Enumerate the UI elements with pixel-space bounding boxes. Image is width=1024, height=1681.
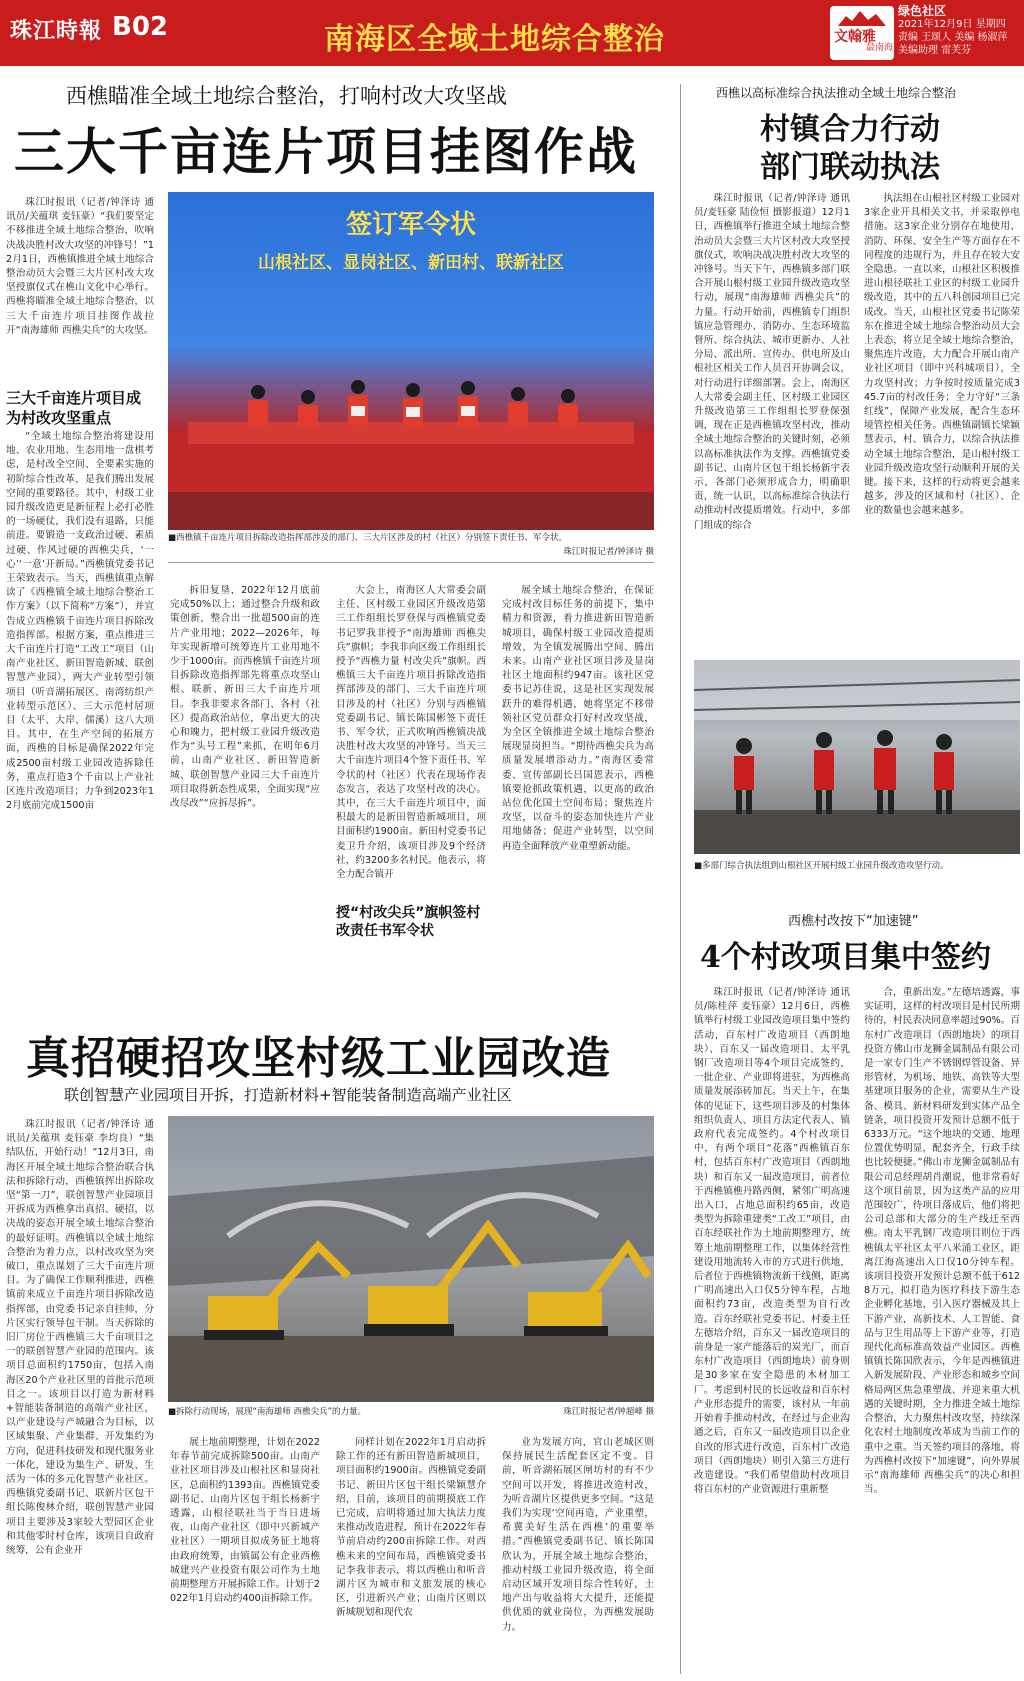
demolition-photo <box>168 1116 654 1402</box>
proof-credit: 美编助理 雷芙芬 <box>898 45 972 56</box>
article1-column-1: “全域土地综合整治将建设用地、农业用地、生态用地一盘棋考虑，是村改全空间、全要素实施的初阶综合性改革，是我们腾出发展空间的重要路径。其中，村级工业园升级改造更是新征程上必打必胜的一场硬仗，我们没有退路，只能前进。要锻造一支政治过硬、素质过硬、作风过硬的西樵尖兵，‘一心’‘一意’开新局。”西樵镇党委书记王荣致表示。当天，西樵镇重点解读了《西樵镇全域土地综合整治工作方案》（以下简称“方案”），并宣告成立西樵镇千亩连片项目拆除改造指挥部。根据方案，重点推进三大千亩连片打造“工改工”项目（山南产业社区、新田智造新城、联创智慧产业园），两大产业转型引领项目（听音湖拓展区、南湾纺织产业转型示范区）、三大示范村居项目（太平、大岸、儒溪）这八大项目。其中，在生产空间的拓展方面，西樵的目标是确保2022年完成2500亩村级工业园改造拆除任务，重点打造3个千亩以上产业社区连片改造项目；力争到2023年12月底前完成1500亩 <box>6 431 154 812</box>
article1-kicker: 西樵瞄准全域土地综合整治，打响村改大攻坚战 <box>66 84 507 108</box>
logo-subtext: 最南海 <box>866 43 894 53</box>
photo3-caption: ■拆除行动现场，展现“南海雄师 西樵尖兵”的力量。 <box>168 1407 367 1417</box>
article4-subtitle: 联创智慧产业园项目开拆，打造新材料+智能装备制造高端产业社区 <box>64 1086 512 1104</box>
photo-banner-communities: 山根社区、显岗社区、新田村、联新社区 <box>258 253 564 273</box>
article3-title: 4个村改项目集中签约 <box>700 940 991 975</box>
article4-column-4: 业为发展方向，官山老城区则保持展民生活配套区定不变。目前，听音湖拓展区闸坊村的有不少空间可以开发，将推进改造村改，为听音湖片区提供更多空间。“这是我们为实现‘空间再造，产业重塑，希冀美好生活在西樵’的重要举措。”西樵镇党委副书记、镇长陈国欣认为，开展全域土地综合整治，推动村级工业园升级改造，将全面启动区域开发项目综合性转好，土地产出与收益将大大提升，还能提供优质的就业岗位，为西樵发展助力。 <box>502 1437 654 1633</box>
article4-title: 真招硬招攻坚村级工业园改造 <box>26 1033 611 1084</box>
article1-title: 三大千亩连片项目挂图作战 <box>14 122 638 181</box>
article2-kicker: 西樵以高标准综合执法推动全域土地综合整治 <box>716 86 957 100</box>
article3-column-2: 合，重新出发。”左德培透露，事实证明，这样的村改项目是村民所期待的，村民表决同意率超过90%。百东村广改造项目（西朗地块）的项目投资方佛山市龙狮金属制品有限公司是一家专门生产不锈钢焊管设备、异形管材，为机场、地铁、高铁等大型基建项目服务的企业，需要从生产设备、模具、新材料研发到实体产品全链条，项目投资开发预计总额不低于6333万元。“这个地块的交通、地理位置优势明显，配套齐全，行政手续也比较便捷。”佛山市龙狮金属制品有限公司总经理胡肖潮说，他非常看好这个项目前景，因为这类产品的应用范围较广，待项目落成后，他们将把公司总部和大部分的生产线迁至西樵。南太平乳钢厂改造项目则位于西樵镇太平社区太平八米涌工业区，距离江海高速出入口仅10分钟车程。该项目投资开发预计总额不低于6128万元，拟打造为医疗科技下游生态企业孵化基地，引入医疗器械及其上下游产业，高新技术、人工智能、食品与卫生用品等上下游产业等，打造现代化高标准高效益产业园区。西樵镇镇长陈国欣表示，今年是西樵镇进入新发展阶段、产业形态和城乡空间格局两区焦急重塑战、并迎来重大机遇的关键时期，全力推进全域土地综合整治，大力聚焦村改攻坚，持续深化农村土地制度改革成为当前工作的重中之重。当天签约项目的落地，将为西樵村改按下“加速键”，向外界展示“南海雄师 西樵尖兵”的决心和担当。 <box>864 987 1020 1496</box>
editor-credit: 责编 王颂人 美编 杨淑萍 <box>898 32 1008 43</box>
article3-kicker: 西樵村改按下“加速键” <box>788 914 919 929</box>
photo1-credit: 珠江时报记者/钟泽诗 摄 <box>563 547 654 557</box>
edition-name: 绿色社区 <box>898 4 947 18</box>
landmark-icon <box>836 8 888 28</box>
photo2-caption: ■多部门综合执法组到山根社区开展村级工业园升级改造攻坚行动。 <box>694 861 949 871</box>
article1-subheading-2: 授“村改尖兵”旗帜签村改责任书军令状 <box>336 905 481 939</box>
logo-text: 文翰雅 <box>834 29 876 45</box>
photo1-caption: ■西樵镇千亩连片项目拆除改造指挥部涉及的部门、三大片区涉及的村（社区）分别签下责任书、军令状。 <box>168 533 568 543</box>
article1-lead: 珠江时报讯（记者/钟泽诗 通讯员/关蕴琪 麦钰豪）“我们要坚定不移推进全域土地综合整治，吹响决战决胜村改大攻坚的冲锋号！”12月1日，西樵镇推进全域土地综合整治动员大会暨三大片区村改大攻坚授旗仪式在樵山文化中心举行。西樵将瞄准全域土地综合整治，以三大千亩连片项目挂图作战拉开“南海雄师 西樵尖兵”的大攻坚。 <box>6 197 154 336</box>
excavator-illustration <box>168 1116 654 1402</box>
article2-column-1: 珠江时报讯（记者/钟泽诗 通讯员/麦钰豪 陆俭恒 摄影报道）12月1日，西樵镇举行推进全域土地综合整治动员大会暨三大片区村改大攻坚授旗仪式，吹响决战决胜村改大攻坚的冲锋号。当天下午，西樵镇多部门联合开展山根村级工业园升级改造攻坚行动，展现“南海雄师 西樵尖兵”的力量。行动开始前，西樵镇专门组织镇应急管理办、消防办、生态环境监督所、综合执法、城市更新办、人社分局、派出所、宣传办、供电所及山根社区相关工作人员召开协调会议，对行动进行详细部署。会上，南海区人大常委会副主任、区村级工业园区升级改造第三工作组组长罗登保强调，现在正是西樵镇攻坚村改，推动全域土地综合整治的关键时刻，必须以高标准执法作为支撑。西樵镇党委副书记、山南片区包干组长杨新宇表示，各部门必须形成合力，明确职责，统一认识，以高标准综合执法行动推动村改提质增效。行动中，多部门组成的综合 <box>694 193 850 531</box>
article4-column-2: 展土地前期整理，计划在2022年春节前完成拆除500亩。山南产业社区项目涉及山根社区和显岗社区，总面积约1393亩。西樵镇党委副书记、山南片区包干组长杨新宇透露，山根径联社当于当日进场夜，山南产业社区（即中兴新城产业社区）一期项目拟成务征土地将由政府统筹，由镇属公有企业西樵城建兴产业投资有限公司作为土地前期整理方开展拆除工作。计划于2022年1月启动约400亩拆除工作。 <box>170 1437 321 1605</box>
divider <box>168 562 654 563</box>
wenhanya-logo <box>830 6 894 60</box>
page-number: B02 <box>112 12 168 42</box>
article3-column-1: 珠江时报讯（记者/钟泽诗 通讯员/陈桂萍 麦钰豪）12月6日，西樵镇举行村级工业园改造项目集中签约活动，百东村广改造项目（西朗地块）、百东又一届改造项目、太平乳钢厂改造项目等4个项目完成签约，一批企业、产业即将进驻，为西樵高质量发展添砖加瓦。当天上午，在集体的见证下，这些项目涉及的村集体组织负责人、项目方法定代表人、镇政府代表完成签约。4个村改项目中，有两个项目“花落”西樵镇百东村，包括百东村广改造项目（西朗地块）和百东又一届改造项目，前者位于西樵镇樵丹路西侧，紧邻广明高速出入口，占地总面积约65亩，改造类型为拆除重建类“工改工”项目，由百东经联社作为土地前期整理方，统筹土地前期整理工作，以集体经营性建设用地流转入市的方式进行供地，后者位于西樵镇物流新干线侧，距离广明高速出入口仅5分钟车程，占地面积约73亩，改造类型为自行改造。百东经联社党委书记、村委主任左德培介绍，百东又一届改造项目的前身是一家产能落后的炭光厂，而百东村广改造项目（西朗地块）前身则是30多家在安全隐患的木材加工厂。考虑到村民的长远收益和百东村产业形态提升的需要，该村从一年前开始着手推动村改，在经过与企业沟通之后，百东又一届改造项目以企业自改的形式进行改造，百东村广改造项目（西朗地块）则引入第三方进行改造建设。“我们希望借助村改项目将百东村的产业资源进行重新整 <box>694 987 850 1496</box>
section-banner: 南海区全域土地综合整治 <box>324 22 665 57</box>
article1-column-4: 展全域土地综合整治，在保证完成村改目标任务的前提下，集中精力和资源，着力推进新田智造新城项目，确保村级工业园改造提质增效，为全镇发展腾出空间、腾出未来。山南产业社区项目涉及显岗社区土地面积约947亩。该社区党委书记苏佳说，这是社区实现发展跃升的难得机遇，她将坚定不移带领社区党员群众打好村改攻坚战，为全区全镇推进全域土地综合整治展现显岗担当。“期待西樵尖兵为高质量发展增添动力。”南海区委常委、宣传部副长吕国恩表示，西樵镇要抢抓政策机遇，以更高的政治站位优化国土空间布局；聚焦连片攻坚，以奋斗的姿态加快连片产业用地储备；促进产业转型，以空间再造全面释放产业重塑新动能。 <box>502 585 654 852</box>
article4-column-3: 同样计划在2022年1月启动拆除工作的还有新田智造新城项目，项目面积约1900亩。西樵镇党委副书记、新田片区包干组长梁颖慧介绍，目前，该项目的前期摸底工作已完成，启明将通过加大执法力度来推动改造进程，预计在2022年春节前启动约200亩拆除工作。对西樵未来的空间布局，西樵镇党委书记李我非表示，将以西樵山和听音湖片区为城市和文旅发展的核心区，引进新兴产业；山南片区则以新城规划和现代农 <box>336 1437 486 1619</box>
article1-subheading-1: 三大千亩连片项目成为村改攻坚重点 <box>6 389 142 427</box>
newspaper-name: 珠江時報 <box>10 18 103 44</box>
signing-ceremony-photo <box>168 192 654 530</box>
article1-column-2: 拆旧复垦，2022年12月底前完成50%以上；通过整合升级和政策创新，整合出一批超500亩的连片产业用地；2022—2026年，每年实现新增可统筹连片工业用地不少于1000亩。而西樵镇千亩连片项目拆除改造指挥部先将重点攻坚山根、联新、新田三大千亩连片项目。李我非要求各部门、各村（社区）提高政治站位，拿出更大的决心和魄力，把村级工业园升级改造作为“头号工程”来抓，在明年6月前，山南产业社区、新田智造新城、联创智慧产业园三大千亩连片项目取得新态性成果，全面实现“应改尽改”“应拆尽拆”。 <box>170 585 320 810</box>
enforcement-inspection-photo <box>694 660 1020 854</box>
inspection-illustration <box>694 660 1020 854</box>
column-divider <box>680 84 681 1674</box>
masthead <box>0 0 1024 66</box>
photo3-credit: 珠江时报记者/钟超峰 摄 <box>563 1407 654 1417</box>
article1-column-3: 大会上，南海区人大常委会副主任、区村级工业园区升级改造第三工作组组长罗登保与西樵镇党委书记罗我非授予“南海雄师 西樵尖兵”旗帜；李我非向区级工作组组长授予“西樵力量 村改尖兵”旗帜。西樵镇三大千亩连片项目拆除改造指挥部涉及的部门、三大千亩连片项目涉及的村（社区）分别与西樵镇党委副书记、镇长陈国彬签下责任书、军令状，正式吹响西樵镇决战决胜村改大攻坚的冲锋号。当天三大千亩连片项目4个签下责任书、军令状的村（社区）代表在现场作表态发言，表达了攻坚村改的决心。其中，在三大千亩连片项目中，面积最大的是新田智造新城项目，项目面积约1900亩。新田村党委书记麦卫升介绍，该项目涉及9个经济社，约3200多名村民。他表示，将全力配合镇开 <box>336 585 487 881</box>
article2-title-line2: 部门联动执法 <box>760 150 940 185</box>
article2-title-line1: 村镇合力行动 <box>760 112 940 147</box>
edition-info <box>898 5 1022 57</box>
article2-column-2: 执法组在山根社区村级工业园对3家企业开具相关文书，并采取停电措施。这3家企业分别存在地使用、消防、环保、安全生产等方面存在不同程度的违规行为，并且存在较大安全隐患。一直以来，山根社区积极推进山根径联社工业区的村级工业园升级改造，其中的五八科创园项目已完成改。当天，山根社区党委书记陈荣东在推进全域土地综合整治动员大会上表态，将立足全域土地综合整治，聚焦连片改造，大力配合开展山南产业社区项目（即中兴科城项目），全力攻坚村改；力争按时按质量完成345.7亩的村改任务；全力守好“三条红线”，保障产业发展，配合生态环境管控相关任务。西樵镇副镇长梁颖慧表示，村、镇合力，以综合执法推动全域土地综合整治，是山根村级工业园升级改造攻坚行动顺利开展的关键。接下来，这样的行动将更会越来越多，涉及的区域和村（社区）、企业的数量也会越来越多。 <box>864 193 1020 517</box>
issue-date: 2021年12月9日 星期四 <box>898 19 1006 30</box>
article4-column-1: 珠江时报讯（记者/钟泽诗 通讯员/关蕴琪 麦钰豪 李均良）“集结队伍，开始行动！”12月3日，南海区开展全域土地综合整治联合执法和拆除行动，西樵镇挥出拆除攻坚“第一刀”，联创智慧产业园项目开拆成为西樵拿出真招、硬招，以决战的姿态开展全域土地综合整治的最好证明。西樵镇以全域土地综合整治为着力点，以村改攻坚为突破口，重点谋划了三大千亩连片项目。为了确保工作顺利推进，西樵镇前来成立千亩连片项目拆除改造指挥部，由党委书记亲自挂帅，分片区实行领导包干制。当天拆除的旧厂房位于西樵镇三大千亩项目之一的联创智慧产业园的范围内。该项目总面积约1750亩，包括入南海区20个产业社区里的首批示范项目之一。该项目以打造为新材料+智能装备制造的高端产业社区，以产业建设与产城融合为目标，以区域集聚、产业集群、开发集约为方向，促进科技研发和现代服务业一体化，建设为集生产、研发、生活为一体的多元化智慧产业社区。西樵镇党委副书记、联新片区包干组长陈俊林介绍，联创智慧产业园项目主要涉及3家较大型园区企业和其他零时村仓库，该项目自政府统筹，公有企业开 <box>6 1119 155 1557</box>
ceremony-illustration <box>168 192 654 530</box>
photo-banner-title: 签订军令状 <box>345 210 476 240</box>
